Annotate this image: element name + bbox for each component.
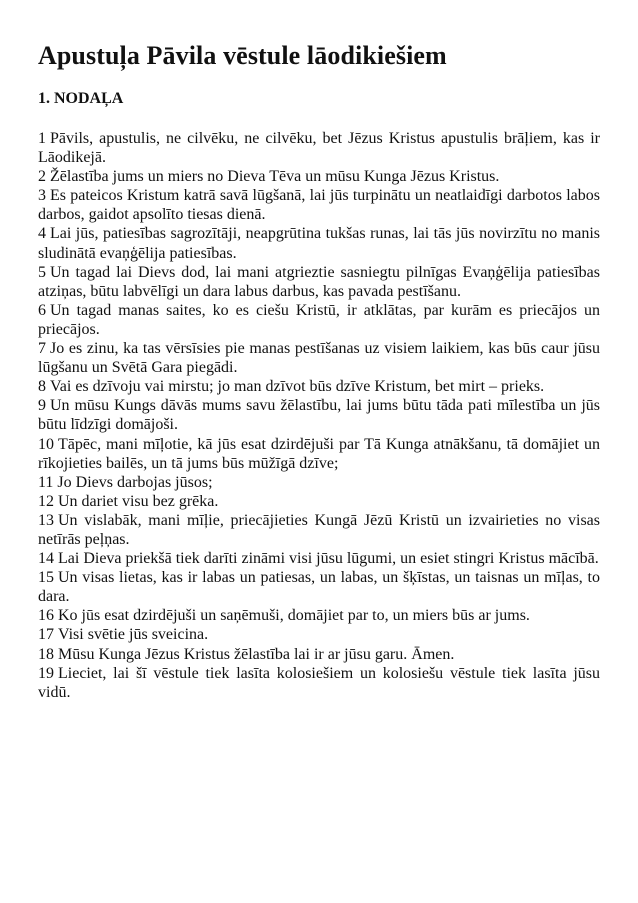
verse-9 (38, 396, 600, 434)
verse-text: Un dariet visu bez grēka. (58, 492, 219, 510)
verse-4 (38, 224, 600, 262)
verse-text: Lai Dieva priekšā tiek darīti zināmi visi jūsu lūgumi, un esiet stingri Kristus mācībā. (58, 550, 599, 568)
verse-text: Pāvils, apustulis, ne cilvēku, ne cilvēku, bet Jēzus Kristus apustulis brāļiem, kas ir Lāodikejā. (38, 130, 600, 167)
verse-text: Un mūsu Kungs dāvās mums savu žēlastību, lai jums būtu tāda pati mīlestība un jūs būtu līdzīgi domājoši. (38, 397, 600, 434)
verse-text: Un tagad manas saites, ko es ciešu Kristū, ir atklātas, par kurām es priecājos un priecājos. (38, 301, 600, 338)
verse-18 (38, 645, 600, 664)
verse-text: Un tagad lai Dievs dod, lai mani atgrieztie sasniegtu pilnīgas Evaņģēlija patiesības atziņas, būtu labvēlīgi un dara labus darbus, kas pavada pestīšanu. (38, 263, 600, 300)
document-title: Apustuļa Pāvila vēstule lāodikiešiem (38, 41, 447, 70)
verse-number: 7 (38, 340, 46, 358)
verse-text: Un visas lietas, kas ir labas un patiesas, un labas, un šķīstas, un taisnas un mīļas, to dara. (38, 569, 600, 606)
verse-text: Vai es dzīvoju vai mirstu; jo man dzīvot būs dzīve Kristum, bet mirt – prieks. (50, 378, 545, 396)
verse-14 (38, 549, 600, 568)
verse-number: 15 (38, 569, 54, 587)
verse-number: 9 (38, 397, 46, 415)
verse-number: 18 (38, 645, 54, 663)
verse-19 (38, 664, 600, 702)
verse-3 (38, 186, 600, 224)
verse-number: 13 (38, 511, 54, 529)
verse-10 (38, 435, 600, 473)
verse-12 (38, 492, 600, 511)
chapter-heading: 1. NODAĻA (38, 90, 124, 107)
verse-8 (38, 377, 600, 396)
verse-13 (38, 511, 600, 549)
verse-text: Un vislabāk, mani mīļie, priecājieties Kungā Jēzū Kristū un izvairieties no visas netīrās peļņas. (38, 511, 600, 548)
verse-text: Jo es zinu, ka tas vērsīsies pie manas pestīšanas uz visiem laikiem, kas būs caur jūsu lūgšanu un Svētā Gara piegādi. (38, 340, 600, 377)
verse-text: Es pateicos Kristum katrā savā lūgšanā, lai jūs turpinātu un neatlaidīgi darbotos labos darbos, gaidot apsolīto tiesas dienā. (38, 187, 600, 224)
verse-17 (38, 625, 600, 644)
verse-list (38, 129, 600, 702)
verse-number: 17 (38, 626, 54, 644)
verse-text: Žēlastība jums un miers no Dieva Tēva un mūsu Kunga Jēzus Kristus. (50, 168, 500, 186)
verse-number: 1 (38, 130, 46, 147)
verse-16 (38, 606, 600, 625)
verse-text: Jo Dievs darbojas jūsos; (57, 473, 213, 491)
verse-11 (38, 473, 600, 492)
verse-number: 2 (38, 168, 46, 186)
verse-text: Visi svētie jūs sveicina. (58, 626, 209, 644)
verse-6 (38, 301, 600, 339)
verse-number: 14 (38, 550, 54, 568)
document-page (38, 30, 600, 702)
verse-number: 19 (38, 664, 54, 682)
verse-number: 3 (38, 187, 46, 205)
verse-text: Tāpēc, mani mīļotie, kā jūs esat dzirdējuši par Tā Kunga atnākšanu, tā domājiet un rīkojieties bailēs, un tā jums būs mūžīgā dzīve; (38, 435, 600, 472)
verse-number: 4 (38, 225, 46, 243)
verse-text: Mūsu Kunga Jēzus Kristus žēlastība lai ir ar jūsu garu. Āmen. (58, 645, 455, 663)
verse-text: Lai jūs, patiesības sagrozītāji, neapgrūtina tukšas runas, lai tās jūs novirzītu no manis sludinātā evaņģēlija patiesības. (38, 225, 600, 262)
verse-number: 16 (38, 607, 54, 625)
verse-number: 8 (38, 378, 46, 396)
verse-2 (38, 167, 600, 186)
verse-number: 6 (38, 301, 46, 319)
verse-15 (38, 568, 600, 606)
verse-number: 10 (38, 435, 54, 453)
verse-number: 5 (38, 263, 46, 281)
verse-number: 11 (38, 473, 54, 491)
verse-text: Ko jūs esat dzirdējuši un saņēmuši, domājiet par to, un miers būs ar jums. (58, 607, 530, 625)
verse-5 (38, 263, 600, 301)
verse-1 (38, 129, 600, 167)
verse-number: 12 (38, 492, 54, 510)
verse-7 (38, 339, 600, 377)
verse-text: Lieciet, lai šī vēstule tiek lasīta kolosiešiem un kolosiešu vēstule tiek lasīta jūsu vidū. (38, 664, 600, 701)
